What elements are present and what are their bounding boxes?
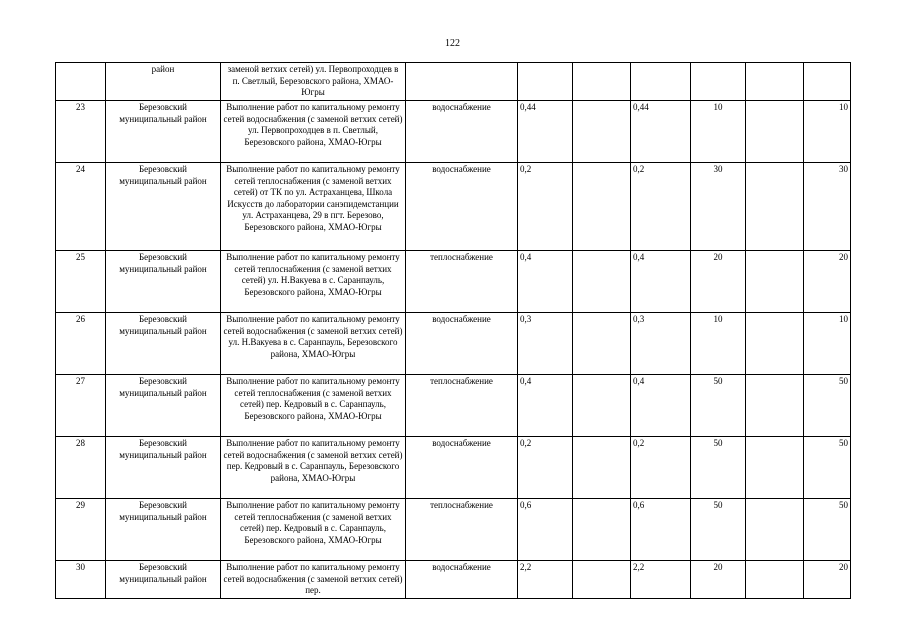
work-description-cell: Выполнение работ по капитальному ремонту сетей теплоснабжения (с заменой ветхих сетей) ул. Н.Вакуева в с. Саранпауль, Березовского района, ХМАО-Югры: [221, 251, 406, 313]
table-body: [56, 63, 851, 599]
municipality-cell: Березовский муниципальный район: [106, 163, 221, 251]
table-row: [56, 313, 851, 375]
value-cell-2: [573, 63, 631, 101]
value-cell-4: 30: [691, 163, 746, 251]
work-description-cell: Выполнение работ по капитальному ремонту сетей теплоснабжения (с заменой ветхих сетей) пер. Кедровый в с. Саранпауль, Березовского района, ХМАО-Югры: [221, 499, 406, 561]
value-cell-5: [746, 499, 804, 561]
municipality-cell: район: [106, 63, 221, 101]
utility-type-cell: теплоснабжение: [406, 375, 518, 437]
work-description-cell: Выполнение работ по капитальному ремонту сетей водоснабжения (с заменой ветхих сетей) ул. Н.Вакуева в с. Саранпауль, Березовского района, ХМАО-Югры: [221, 313, 406, 375]
value-cell-1: 0,6: [518, 499, 573, 561]
value-cell-5: [746, 561, 804, 599]
value-cell-6: [804, 63, 851, 101]
value-cell-4: 10: [691, 101, 746, 163]
row-number: 30: [56, 561, 106, 599]
value-cell-4: 50: [691, 437, 746, 499]
table-row: [56, 163, 851, 251]
value-cell-6: 10: [804, 101, 851, 163]
value-cell-1: 0,44: [518, 101, 573, 163]
utility-type-cell: теплоснабжение: [406, 251, 518, 313]
utility-type-cell: теплоснабжение: [406, 499, 518, 561]
value-cell-2: [573, 251, 631, 313]
municipality-cell: Березовский муниципальный район: [106, 313, 221, 375]
value-cell-1: 0,4: [518, 251, 573, 313]
municipality-cell: Березовский муниципальный район: [106, 375, 221, 437]
table-row: [56, 63, 851, 101]
municipality-cell: Березовский муниципальный район: [106, 251, 221, 313]
value-cell-2: [573, 499, 631, 561]
utility-type-cell: водоснабжение: [406, 437, 518, 499]
value-cell-3: [631, 63, 691, 101]
value-cell-1: [518, 63, 573, 101]
value-cell-1: 0,2: [518, 437, 573, 499]
municipality-cell: Березовский муниципальный район: [106, 499, 221, 561]
value-cell-4: 20: [691, 251, 746, 313]
utility-type-cell: водоснабжение: [406, 313, 518, 375]
value-cell-3: 0,44: [631, 101, 691, 163]
work-description-cell: Выполнение работ по капитальному ремонту сетей водоснабжения (с заменой ветхих сетей) пер.: [221, 561, 406, 599]
utility-type-cell: водоснабжение: [406, 561, 518, 599]
page-number: 122: [445, 38, 460, 49]
value-cell-5: [746, 313, 804, 375]
value-cell-6: 50: [804, 437, 851, 499]
value-cell-3: 0,4: [631, 375, 691, 437]
value-cell-1: 0,4: [518, 375, 573, 437]
row-number: 28: [56, 437, 106, 499]
work-description-cell: Выполнение работ по капитальному ремонту сетей водоснабжения (с заменой ветхих сетей) пер. Кедровый в с. Саранпауль, Березовского района, ХМАО-Югры: [221, 437, 406, 499]
value-cell-6: 20: [804, 561, 851, 599]
value-cell-1: 0,3: [518, 313, 573, 375]
value-cell-3: 0,2: [631, 163, 691, 251]
value-cell-5: [746, 437, 804, 499]
value-cell-2: [573, 163, 631, 251]
utility-type-cell: водоснабжение: [406, 101, 518, 163]
value-cell-2: [573, 101, 631, 163]
value-cell-1: 0,2: [518, 163, 573, 251]
municipality-cell: Березовский муниципальный район: [106, 437, 221, 499]
value-cell-3: 2,2: [631, 561, 691, 599]
utility-type-cell: водоснабжение: [406, 163, 518, 251]
value-cell-6: 50: [804, 499, 851, 561]
value-cell-6: 30: [804, 163, 851, 251]
work-description-cell: заменой ветхих сетей) ул. Первопроходцев в п. Светлый, Березовского района, ХМАО-Югры: [221, 63, 406, 101]
table-row: [56, 251, 851, 313]
value-cell-5: [746, 375, 804, 437]
value-cell-2: [573, 437, 631, 499]
value-cell-2: [573, 313, 631, 375]
municipality-cell: Березовский муниципальный район: [106, 561, 221, 599]
row-number: 25: [56, 251, 106, 313]
value-cell-6: 50: [804, 375, 851, 437]
works-table: [55, 62, 851, 599]
value-cell-4: 50: [691, 375, 746, 437]
value-cell-3: 0,3: [631, 313, 691, 375]
utility-type-cell: [406, 63, 518, 101]
row-number: 24: [56, 163, 106, 251]
work-description-cell: Выполнение работ по капитальному ремонту сетей теплоснабжения (с заменой ветхих сетей) от ТК по ул. Астраханцева, Школа Искусств до лаборатории санэпидемстанции ул. Астраханцева, 29 в пгт. Березово, Березовского района, ХМАО-Югры: [221, 163, 406, 251]
table-row: [56, 499, 851, 561]
value-cell-3: 0,6: [631, 499, 691, 561]
row-number: 26: [56, 313, 106, 375]
work-description-cell: Выполнение работ по капитальному ремонту сетей водоснабжения (с заменой ветхих сетей) ул. Первопроходцев в п. Светлый, Березовского района, ХМАО-Югры: [221, 101, 406, 163]
row-number: 23: [56, 101, 106, 163]
value-cell-4: 10: [691, 313, 746, 375]
value-cell-5: [746, 63, 804, 101]
value-cell-2: [573, 375, 631, 437]
value-cell-4: [691, 63, 746, 101]
table-row: [56, 437, 851, 499]
value-cell-5: [746, 163, 804, 251]
value-cell-2: [573, 561, 631, 599]
table-row: [56, 561, 851, 599]
value-cell-4: 20: [691, 561, 746, 599]
value-cell-4: 50: [691, 499, 746, 561]
work-description-cell: Выполнение работ по капитальному ремонту сетей теплоснабжения (с заменой ветхих сетей) пер. Кедровый в с. Саранпауль, Березовского района, ХМАО-Югры: [221, 375, 406, 437]
table-row: [56, 101, 851, 163]
value-cell-6: 10: [804, 313, 851, 375]
municipality-cell: Березовский муниципальный район: [106, 101, 221, 163]
value-cell-6: 20: [804, 251, 851, 313]
row-number: 29: [56, 499, 106, 561]
value-cell-5: [746, 101, 804, 163]
row-number: 27: [56, 375, 106, 437]
value-cell-5: [746, 251, 804, 313]
value-cell-3: 0,4: [631, 251, 691, 313]
row-number: [56, 63, 106, 101]
value-cell-1: 2,2: [518, 561, 573, 599]
value-cell-3: 0,2: [631, 437, 691, 499]
table-row: [56, 375, 851, 437]
